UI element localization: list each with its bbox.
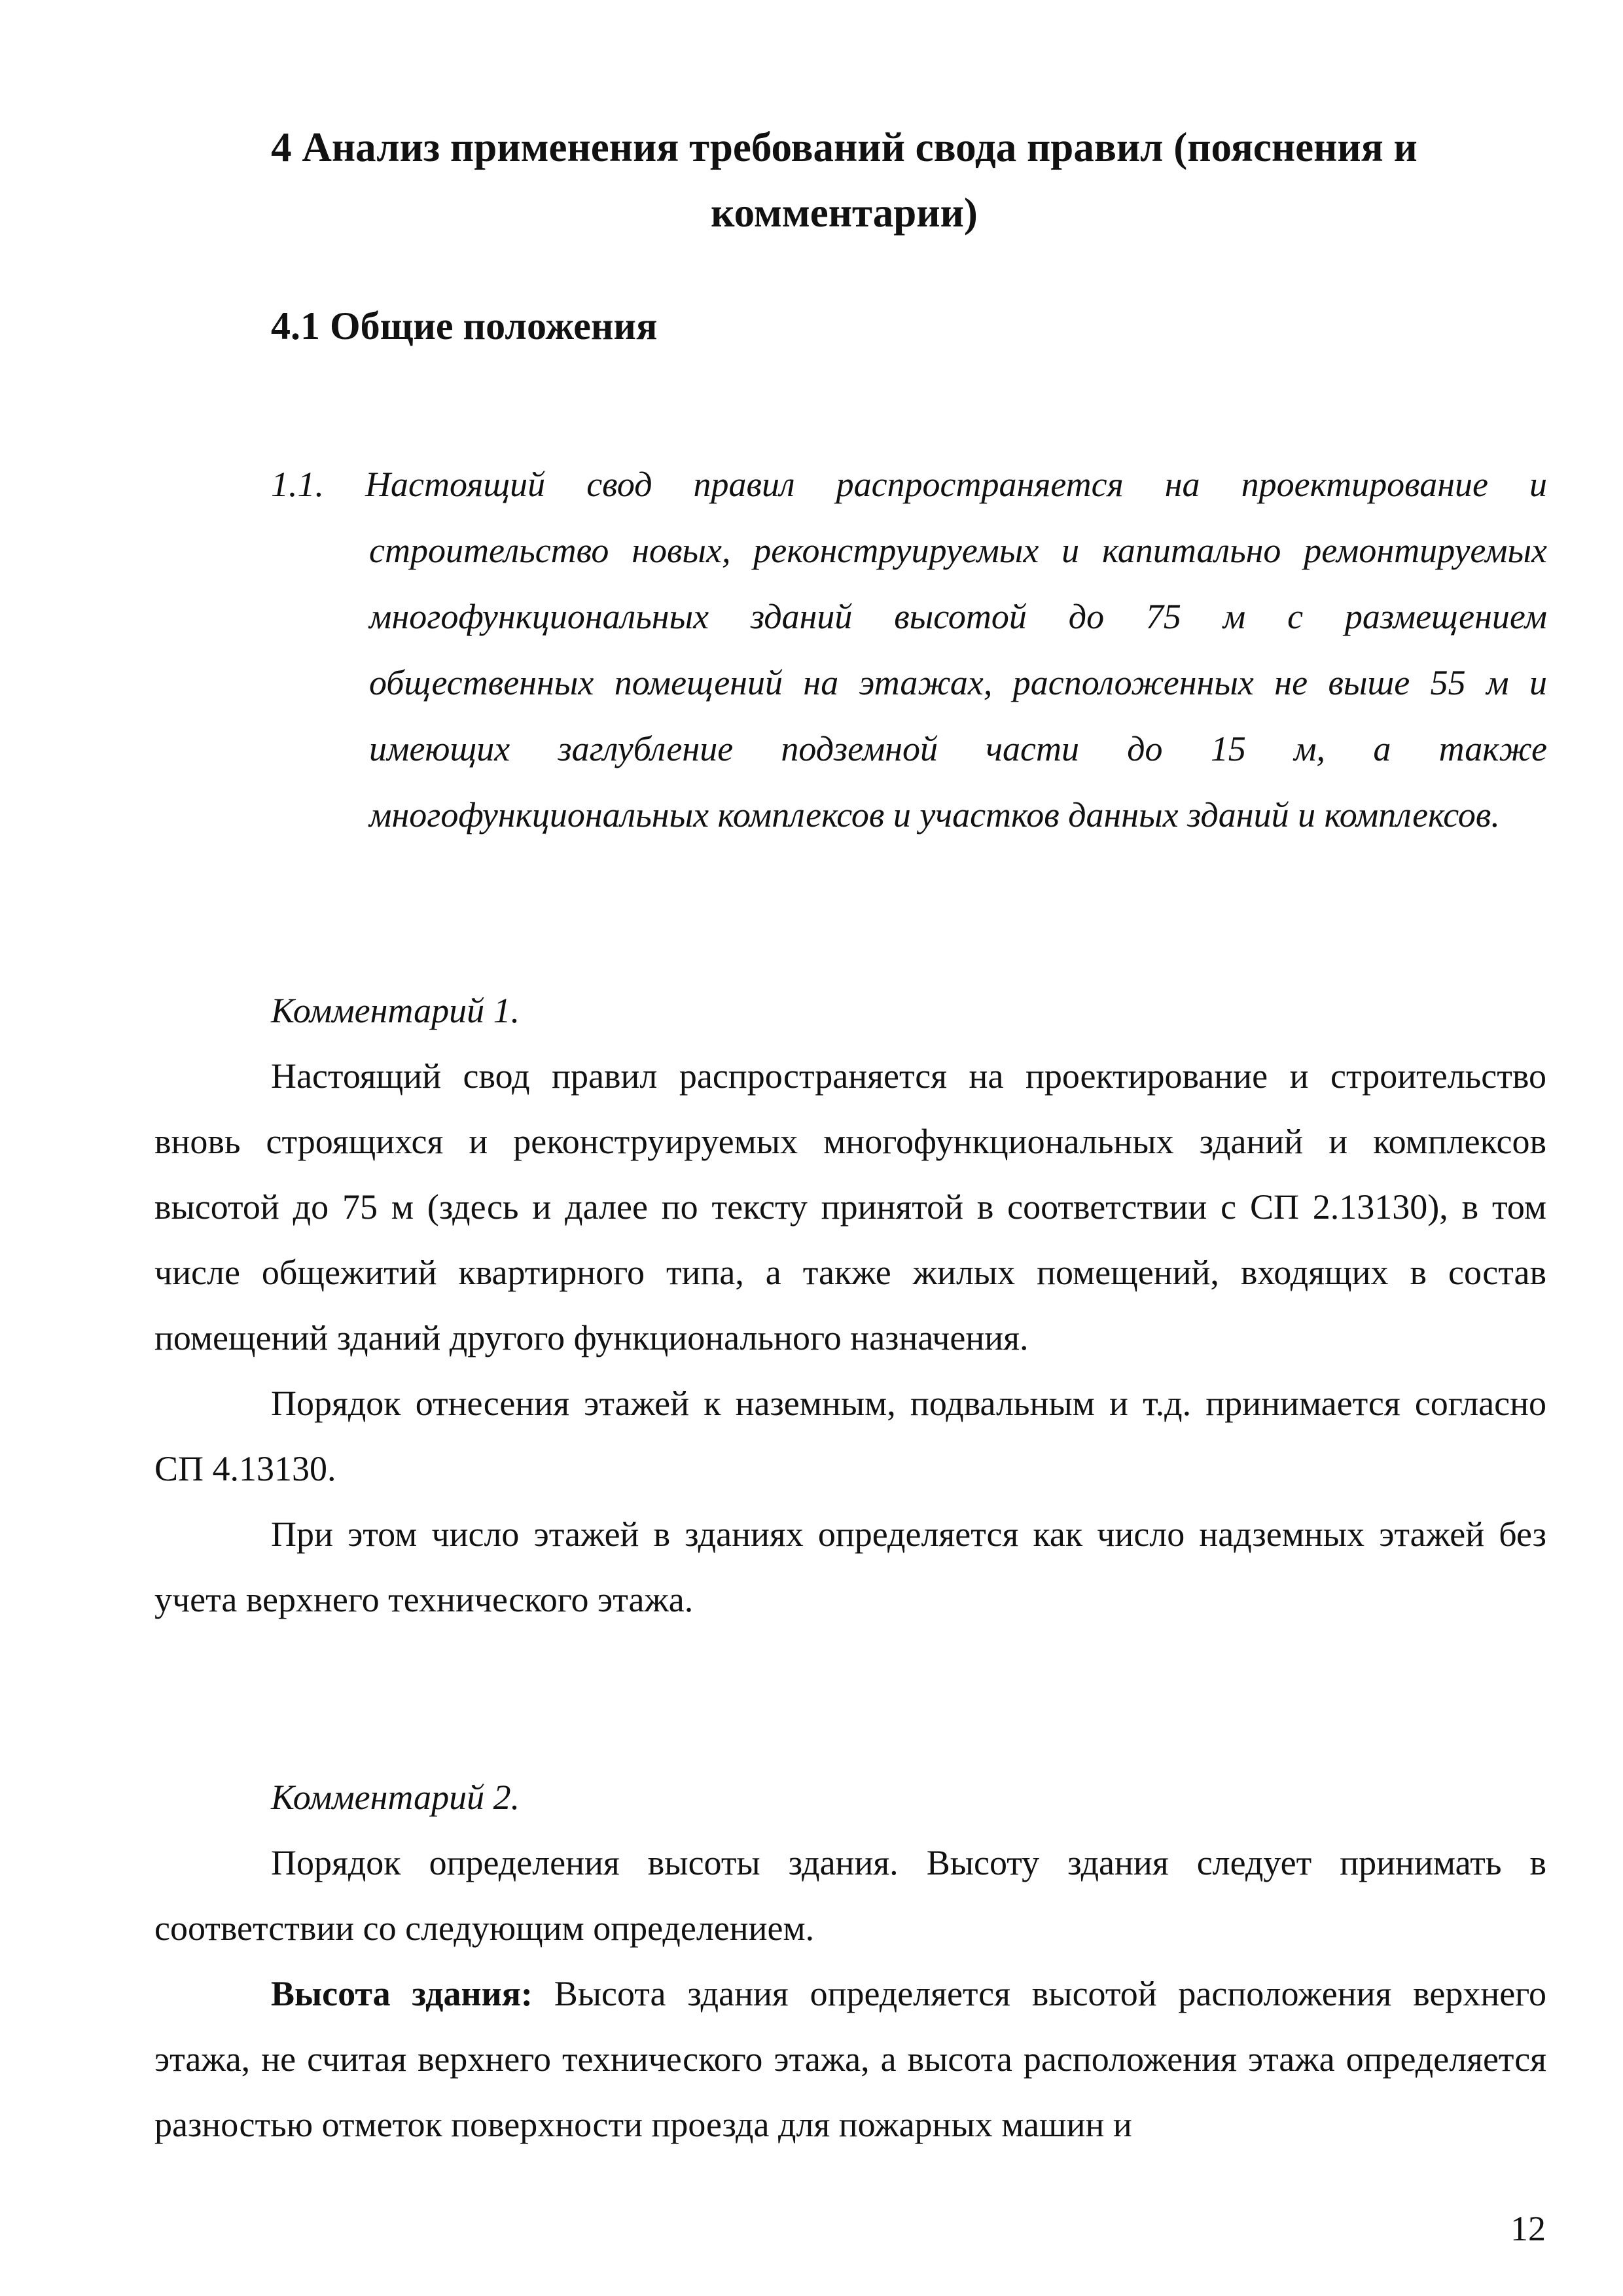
- height-definition-text: Высота здания определяется высотой расположения верхнего этажа, не считая верхнего технического этажа, а высота расположения этажа определяется разностью отметок поверхности проезда для пожарных машин и: [154, 1974, 1546, 2144]
- section-title: 4.1 Общие положения: [271, 304, 658, 348]
- comment-1-paragraph: При этом число этажей в зданиях определяется как число надземных этажей без учета верхнего технического этажа.: [154, 1515, 1546, 1619]
- comment-2-label: Комментарий 2.: [271, 1778, 520, 1817]
- height-definition-paragraph: [154, 1961, 1546, 2157]
- clause-1-1: 1.1. Настоящий свод правил распространяется на проектирование и строительство новых, реконструируемых и капитально ремонтируемых многофункциональных зданий высотой до 75 м с размещением общественных помещений на этажах, расположенных не выше 55 м и имеющих заглубление подземной части до 15 м, а также многофункциональных комплексов и участков данных зданий и комплексов.: [271, 465, 1547, 834]
- chapter-title: 4 Анализ применения требований свода правил (пояснения и комментарии): [271, 124, 1418, 236]
- height-definition-term: Высота здания:: [271, 1974, 533, 2013]
- comment-2-paragraph: Порядок определения высоты здания. Высоту здания следует принимать в соответствии со следующим определением.: [154, 1843, 1546, 1948]
- comment-1-body: [154, 1043, 1546, 1632]
- comment-1-paragraph: Порядок отнесения этажей к наземным, подвальным и т.д. принимается согласно СП 4.13130.: [154, 1384, 1546, 1488]
- page-number: 12: [1510, 2209, 1546, 2248]
- comment-1-paragraph: Настоящий свод правил распространяется на проектирование и строительство вновь строящихся и реконструируемых многофункциональных зданий и комплексов высотой до 75 м (здесь и далее по тексту принятой в соответствии с СП 2.13130), в том числе общежитий квартирного типа, а также жилых помещений, входящих в состав помещений зданий другого функционального назначения.: [154, 1056, 1546, 1357]
- comment-1-label: Комментарий 1.: [271, 991, 520, 1030]
- comment-2-body: [154, 1830, 1546, 2157]
